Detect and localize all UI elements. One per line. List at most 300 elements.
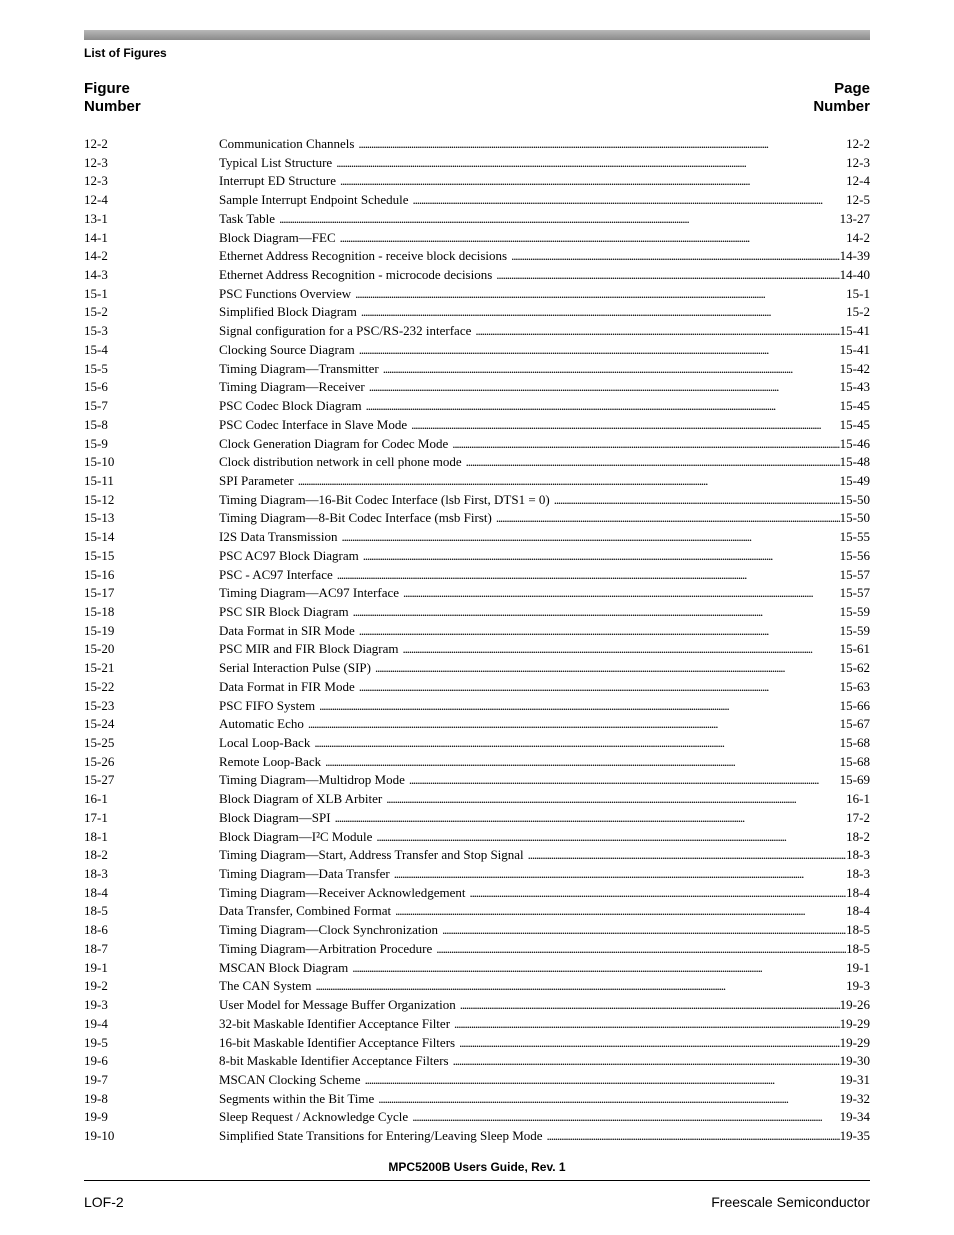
page-number-link[interactable]: 15-48 — [839, 454, 870, 470]
list-item[interactable] — [84, 697, 870, 716]
page-number-link[interactable]: 18-5 — [846, 940, 870, 956]
figure-number: 17-1 — [84, 809, 108, 825]
dot-leader — [395, 902, 846, 921]
entry-line — [219, 734, 870, 753]
page-number-link[interactable]: 15-63 — [839, 678, 870, 694]
figure-title-link[interactable]: Block Diagram—SPI — [219, 809, 331, 825]
dot-leader — [358, 135, 846, 154]
figure-number: 15-8 — [84, 416, 108, 432]
figure-title-link[interactable]: Block Diagram—FEC — [219, 229, 336, 245]
figure-number: 19-4 — [84, 1015, 108, 1031]
figure-number: 19-5 — [84, 1034, 108, 1050]
list-item[interactable] — [84, 285, 870, 304]
list-item[interactable] — [84, 734, 870, 753]
footer-rule — [84, 1180, 870, 1181]
entry-line — [219, 828, 870, 847]
page-number-link[interactable]: 12-2 — [846, 136, 870, 151]
entry-line — [219, 771, 870, 790]
page-number-link[interactable]: 15-41 — [839, 341, 870, 357]
figure-title-link[interactable]: MSCAN Clocking Scheme — [219, 1071, 361, 1087]
figure-number: 12-3 — [84, 154, 108, 170]
figure-number: 15-3 — [84, 323, 108, 339]
figure-number: 15-20 — [84, 641, 115, 657]
figure-title-link[interactable]: Signal configuration for a PSC/RS-232 interface — [219, 323, 472, 339]
list-item[interactable] — [84, 828, 870, 847]
figure-number: 15-9 — [84, 435, 108, 451]
figure-number: 13-1 — [84, 210, 108, 226]
figure-title-link[interactable]: Local Loop-Back — [219, 735, 311, 750]
list-item[interactable] — [84, 884, 870, 903]
figure-title-link[interactable]: MSCAN Block Diagram — [219, 959, 349, 975]
figure-title-link[interactable]: Block Diagram of XLB Arbiter — [219, 791, 383, 807]
figure-title-link[interactable]: Timing Diagram—Transmitter — [219, 360, 379, 376]
dot-leader — [453, 1052, 840, 1071]
list-item[interactable] — [84, 940, 870, 959]
figure-number: 15-22 — [84, 678, 115, 694]
dot-leader — [298, 472, 840, 491]
figure-title-link[interactable]: Sleep Request / Acknowledge Cycle — [219, 1109, 409, 1125]
figure-number: 15-12 — [84, 491, 115, 507]
dot-leader — [460, 996, 840, 1015]
list-item[interactable] — [84, 528, 870, 547]
page-number-link[interactable]: 19-35 — [839, 1128, 870, 1144]
figure-title-link[interactable]: PSC AC97 Block Diagram — [219, 547, 359, 563]
page-number-link[interactable]: 14-2 — [846, 229, 870, 245]
dot-leader — [361, 303, 846, 322]
figure-number: 15-21 — [84, 660, 115, 676]
page-number-link[interactable]: 12-5 — [846, 192, 870, 208]
figure-number: 12-2 — [84, 136, 108, 151]
page-number-link[interactable]: 15-69 — [839, 772, 870, 788]
figure-title-link[interactable]: Clocking Source Diagram — [219, 341, 355, 357]
page-number-link[interactable]: 12-3 — [846, 154, 870, 170]
page-number-link[interactable]: 18-3 — [846, 866, 870, 882]
entry-line — [219, 266, 870, 285]
list-item[interactable] — [84, 547, 870, 566]
page-number-link[interactable]: 15-59 — [839, 603, 870, 619]
entry-line — [219, 1034, 870, 1053]
list-item[interactable] — [84, 809, 870, 828]
figure-number: 19-8 — [84, 1090, 108, 1106]
page-number-link[interactable]: 15-49 — [839, 472, 870, 488]
entry-line — [219, 678, 870, 697]
figure-title-link[interactable]: Block Diagram—I²C Module — [219, 828, 373, 844]
figure-title-link[interactable]: Simplified Block Diagram — [219, 304, 357, 320]
list-item[interactable] — [84, 303, 870, 322]
entry-line — [219, 303, 870, 322]
entry-line — [219, 1108, 870, 1127]
list-item[interactable] — [84, 435, 870, 454]
list-item[interactable] — [84, 753, 870, 772]
dot-leader — [341, 528, 839, 547]
entry-line — [219, 846, 870, 865]
list-item[interactable] — [84, 977, 870, 996]
figure-title-link[interactable]: PSC MIR and FIR Block Diagram — [219, 641, 399, 657]
entry-line — [219, 1127, 870, 1146]
page-heading-line2: Number — [813, 98, 870, 115]
list-item[interactable] — [84, 453, 870, 472]
entry-line — [219, 977, 870, 996]
entry-line — [219, 659, 870, 678]
figure-number: 15-13 — [84, 510, 115, 526]
entry-line — [219, 790, 870, 809]
figure-number: 19-2 — [84, 978, 108, 994]
entry-line — [219, 940, 870, 959]
dot-leader — [466, 453, 840, 472]
figure-title-link[interactable]: Timing Diagram—Data Transfer — [219, 866, 390, 882]
figure-title-link[interactable]: Automatic Echo — [219, 716, 304, 732]
dot-leader — [279, 210, 840, 229]
figure-number: 15-1 — [84, 285, 108, 301]
page-number-link[interactable]: 15-46 — [839, 435, 870, 451]
list-item[interactable] — [84, 921, 870, 940]
page-number-link[interactable]: 15-41 — [839, 323, 870, 339]
figure-title-link[interactable]: Data Format in FIR Mode — [219, 678, 355, 694]
page-number-link[interactable]: 18-2 — [846, 828, 870, 844]
list-item[interactable] — [84, 659, 870, 678]
figure-title-link[interactable]: User Model for Message Buffer Organization — [219, 997, 456, 1013]
figure-number: 15-17 — [84, 585, 115, 601]
list-item[interactable] — [84, 622, 870, 641]
figure-title-link[interactable]: Timing Diagram—8-Bit Codec Interface (msb First) — [219, 510, 492, 526]
page-number-link[interactable]: 16-1 — [846, 791, 870, 807]
page-number-link[interactable]: 15-62 — [839, 660, 870, 676]
figure-number: 18-4 — [84, 884, 108, 900]
figure-title-link[interactable]: PSC Functions Overview — [219, 285, 352, 301]
page-number-link[interactable]: 15-57 — [839, 566, 870, 582]
list-item[interactable] — [84, 865, 870, 884]
dot-leader — [359, 622, 840, 641]
list-item[interactable] — [84, 416, 870, 435]
list-item[interactable] — [84, 341, 870, 360]
dot-leader — [386, 790, 846, 809]
figure-title-link[interactable]: Timing Diagram—16-Bit Codec Interface (lsb First, DTS1 = 0) — [219, 491, 550, 507]
page-number-link[interactable]: 19-3 — [846, 978, 870, 994]
figure-title-link[interactable]: Timing Diagram—AC97 Interface — [219, 585, 400, 601]
figure-number: 15-26 — [84, 753, 115, 769]
page-number-link[interactable]: 15-61 — [839, 641, 870, 657]
entry-line — [219, 453, 870, 472]
list-item[interactable] — [84, 902, 870, 921]
entry-line — [219, 416, 870, 435]
dot-leader — [442, 921, 846, 940]
list-item[interactable] — [84, 322, 870, 341]
dot-leader — [383, 360, 840, 379]
page-number-link[interactable]: 19-30 — [839, 1053, 870, 1069]
figure-title-link[interactable]: Timing Diagram—Receiver Acknowledgement — [219, 884, 466, 900]
dot-leader — [402, 640, 839, 659]
dot-leader — [355, 285, 846, 304]
dot-leader — [314, 734, 839, 753]
list-item[interactable] — [84, 397, 870, 416]
figure-title-link[interactable]: Timing Diagram—Receiver — [219, 379, 365, 395]
figure-title-link[interactable]: PSC - AC97 Interface — [219, 566, 333, 582]
page-number-link[interactable]: 12-4 — [846, 173, 870, 189]
figure-number: 19-1 — [84, 959, 108, 975]
list-item[interactable] — [84, 1090, 870, 1109]
page-number-link[interactable]: 15-55 — [839, 529, 870, 545]
dot-leader — [337, 566, 840, 585]
figure-number: 19-7 — [84, 1071, 108, 1087]
dot-leader — [308, 715, 840, 734]
dot-leader — [376, 828, 846, 847]
list-item[interactable] — [84, 640, 870, 659]
list-item[interactable] — [84, 135, 870, 154]
figure-number: 16-1 — [84, 791, 108, 807]
dot-leader — [340, 229, 847, 248]
figure-title-link[interactable]: Ethernet Address Recognition - receive block decisions — [219, 248, 508, 264]
figure-title-link[interactable]: 16-bit Maskable Identifier Acceptance Filters — [219, 1034, 456, 1050]
figure-title-link[interactable]: Data Transfer, Combined Format — [219, 903, 392, 919]
list-item[interactable] — [84, 715, 870, 734]
page-number-link[interactable]: 15-56 — [839, 547, 870, 563]
figure-title-link[interactable]: PSC Codec Block Diagram — [219, 398, 362, 414]
figure-number: 15-10 — [84, 454, 115, 470]
page-number-link[interactable]: 15-57 — [839, 585, 870, 601]
page-number-link[interactable]: 19-31 — [839, 1071, 870, 1087]
list-item[interactable] — [84, 210, 870, 229]
page-number-link[interactable]: 19-32 — [839, 1090, 870, 1106]
page-number-link[interactable]: 15-2 — [846, 304, 870, 320]
dot-leader — [496, 509, 840, 528]
dot-leader — [352, 959, 846, 978]
figure-number: 14-1 — [84, 229, 108, 245]
figure-title-link[interactable]: PSC SIR Block Diagram — [219, 603, 349, 619]
figure-title-link[interactable]: Ethernet Address Recognition - microcode decisions — [219, 267, 493, 283]
figure-title-link[interactable]: Typical List Structure — [219, 154, 333, 170]
entry-line — [219, 397, 870, 416]
figure-heading-line2: Number — [84, 98, 141, 115]
page-number-link[interactable]: 19-26 — [839, 997, 870, 1013]
entry-line — [219, 435, 870, 454]
dot-leader — [411, 416, 840, 435]
list-item[interactable] — [84, 959, 870, 978]
page-number-link[interactable]: 15-68 — [839, 753, 870, 769]
entry-line — [219, 341, 870, 360]
figure-number: 15-14 — [84, 529, 115, 545]
figure-title-link[interactable]: Task Table — [219, 210, 276, 226]
figure-title-link[interactable]: Clock distribution network in cell phone mode — [219, 454, 462, 470]
figure-title-link[interactable]: Timing Diagram—Arbitration Procedure — [219, 940, 433, 956]
entry-line — [219, 247, 870, 266]
page-number-link[interactable]: 15-1 — [846, 285, 870, 301]
figure-title-link[interactable]: Timing Diagram—Clock Synchronization — [219, 922, 439, 938]
figure-title-link[interactable]: Segments within the Bit Time — [219, 1090, 375, 1106]
dot-leader — [413, 191, 847, 210]
page-number-link[interactable]: 15-42 — [839, 360, 870, 376]
list-item[interactable] — [84, 1034, 870, 1053]
list-item[interactable] — [84, 1052, 870, 1071]
entry-line — [219, 547, 870, 566]
company-name: Freescale Semiconductor — [711, 1194, 870, 1210]
page-number-link[interactable]: 18-3 — [846, 847, 870, 863]
dot-leader — [475, 322, 839, 341]
page-number-link[interactable]: 15-68 — [839, 735, 870, 750]
entry-line — [219, 210, 870, 229]
figure-number: 15-11 — [84, 472, 114, 488]
entry-line — [219, 1090, 870, 1109]
page-number-heading — [813, 80, 870, 116]
page-number-link[interactable]: 17-2 — [846, 809, 870, 825]
dot-leader — [496, 266, 839, 285]
figure-title-link[interactable]: The CAN System — [219, 978, 312, 994]
entry-line — [219, 996, 870, 1015]
dot-leader — [459, 1034, 840, 1053]
dot-leader — [325, 753, 839, 772]
figure-number: 15-24 — [84, 716, 115, 732]
list-item[interactable] — [84, 566, 870, 585]
figure-number: 18-3 — [84, 866, 108, 882]
entry-line — [219, 135, 870, 154]
page-number-link[interactable]: 18-5 — [846, 922, 870, 938]
page-number-link[interactable]: 15-67 — [839, 716, 870, 732]
list-item[interactable] — [84, 491, 870, 510]
section-title: List of Figures — [84, 46, 167, 60]
figure-title-link[interactable]: Serial Interaction Pulse (SIP) — [219, 660, 371, 676]
page-number-link[interactable]: 19-34 — [839, 1109, 870, 1125]
figure-title-link[interactable]: Communication Channels — [219, 136, 355, 151]
dot-leader — [315, 977, 846, 996]
list-item[interactable] — [84, 266, 870, 285]
list-item[interactable] — [84, 1015, 870, 1034]
figure-title-link[interactable]: Simplified State Transitions for Entering/Leaving Sleep Mode — [219, 1128, 543, 1144]
entry-line — [219, 1015, 870, 1034]
page-number-link[interactable]: 15-66 — [839, 697, 870, 713]
figure-number: 18-1 — [84, 828, 108, 844]
figure-title-link[interactable]: PSC FIFO System — [219, 697, 316, 713]
page-number-link[interactable]: 15-43 — [839, 379, 870, 395]
page-number-link[interactable]: 13-27 — [839, 210, 870, 226]
entry-line — [219, 1071, 870, 1090]
entry-line — [219, 603, 870, 622]
figure-title-link[interactable]: Timing Diagram—Multidrop Mode — [219, 772, 405, 788]
list-item[interactable] — [84, 191, 870, 210]
entry-line — [219, 622, 870, 641]
list-item[interactable] — [84, 1127, 870, 1146]
figure-title-link[interactable]: Remote Loop-Back — [219, 753, 322, 769]
figure-number: 15-5 — [84, 360, 108, 376]
list-item[interactable] — [84, 154, 870, 173]
list-item[interactable] — [84, 771, 870, 790]
dot-leader — [511, 247, 840, 266]
entry-line — [219, 322, 870, 341]
figure-title-link[interactable]: Interrupt ED Structure — [219, 173, 336, 189]
entry-line — [219, 884, 870, 903]
dot-leader — [336, 154, 846, 173]
entry-line — [219, 360, 870, 379]
figure-number: 18-6 — [84, 922, 108, 938]
dot-leader — [359, 341, 840, 360]
figure-title-link[interactable]: I2S Data Transmission — [219, 529, 338, 545]
list-item[interactable] — [84, 996, 870, 1015]
list-item[interactable] — [84, 360, 870, 379]
list-item[interactable] — [84, 584, 870, 603]
list-item[interactable] — [84, 1071, 870, 1090]
figure-number: 19-9 — [84, 1109, 108, 1125]
list-item[interactable] — [84, 472, 870, 491]
entry-line — [219, 378, 870, 397]
list-item[interactable] — [84, 509, 870, 528]
figure-number: 15-18 — [84, 603, 115, 619]
page-number-link[interactable]: 19-29 — [839, 1015, 870, 1031]
list-item[interactable] — [84, 603, 870, 622]
figure-title-link[interactable]: 8-bit Maskable Identifier Acceptance Filters — [219, 1053, 449, 1069]
list-item[interactable] — [84, 247, 870, 266]
dot-leader — [378, 1090, 839, 1109]
page-number-link[interactable]: 15-59 — [839, 622, 870, 638]
dot-leader — [412, 1108, 839, 1127]
figure-title-link[interactable]: Clock Generation Diagram for Codec Mode — [219, 435, 449, 451]
figure-heading-line1: Figure — [84, 80, 130, 97]
entry-line — [219, 191, 870, 210]
document-title: MPC5200B Users Guide, Rev. 1 — [388, 1160, 566, 1174]
list-item[interactable] — [84, 378, 870, 397]
dot-leader — [375, 659, 840, 678]
dot-leader — [409, 771, 840, 790]
entry-line — [219, 229, 870, 248]
figure-list — [84, 135, 870, 1146]
figure-number: 19-6 — [84, 1053, 108, 1069]
figure-title-link[interactable]: Data Format in SIR Mode — [219, 622, 355, 638]
entry-line — [219, 921, 870, 940]
figure-number: 15-7 — [84, 398, 108, 414]
figure-number-heading — [84, 80, 141, 116]
figure-number: 18-2 — [84, 847, 108, 863]
figure-number: 15-16 — [84, 566, 115, 582]
figure-title-link[interactable]: SPI Parameter — [219, 472, 294, 488]
figure-number: 15-25 — [84, 735, 115, 750]
entry-line — [219, 715, 870, 734]
list-item[interactable] — [84, 846, 870, 865]
page-number-link[interactable]: 19-29 — [839, 1034, 870, 1050]
page-number-link[interactable]: 15-45 — [839, 398, 870, 414]
list-item[interactable] — [84, 678, 870, 697]
figure-title-link[interactable]: Sample Interrupt Endpoint Schedule — [219, 192, 409, 208]
page-number-link[interactable]: 18-4 — [846, 903, 870, 919]
entry-line — [219, 172, 870, 191]
page-number-link[interactable]: 15-45 — [839, 416, 870, 432]
figure-number: 18-5 — [84, 903, 108, 919]
page-number-link[interactable]: 19-1 — [846, 959, 870, 975]
list-item[interactable] — [84, 1108, 870, 1127]
figure-title-link[interactable]: 32-bit Maskable Identifier Acceptance Filter — [219, 1015, 451, 1031]
entry-line — [219, 584, 870, 603]
page-number-link[interactable]: 15-50 — [839, 491, 870, 507]
entry-line — [219, 753, 870, 772]
page-number-link[interactable]: 14-40 — [839, 267, 870, 283]
page-number-link[interactable]: 15-50 — [839, 510, 870, 526]
figure-number: 14-3 — [84, 267, 108, 283]
list-item[interactable] — [84, 790, 870, 809]
page-number-link[interactable]: 18-4 — [846, 884, 870, 900]
dot-leader — [353, 603, 840, 622]
dot-leader — [394, 865, 846, 884]
list-item[interactable] — [84, 229, 870, 248]
entry-line — [219, 865, 870, 884]
dot-leader — [454, 1015, 840, 1034]
entry-line — [219, 1052, 870, 1071]
figure-number: 15-23 — [84, 697, 115, 713]
figure-number: 15-19 — [84, 622, 115, 638]
figure-title-link[interactable]: PSC Codec Interface in Slave Mode — [219, 416, 408, 432]
entry-line — [219, 491, 870, 510]
dot-leader — [363, 547, 840, 566]
figure-title-link[interactable]: Timing Diagram—Start, Address Transfer and Stop Signal — [219, 847, 524, 863]
figure-number: 15-27 — [84, 772, 115, 788]
page-number-link[interactable]: 14-39 — [839, 248, 870, 264]
list-item[interactable] — [84, 172, 870, 191]
dot-leader — [528, 846, 846, 865]
